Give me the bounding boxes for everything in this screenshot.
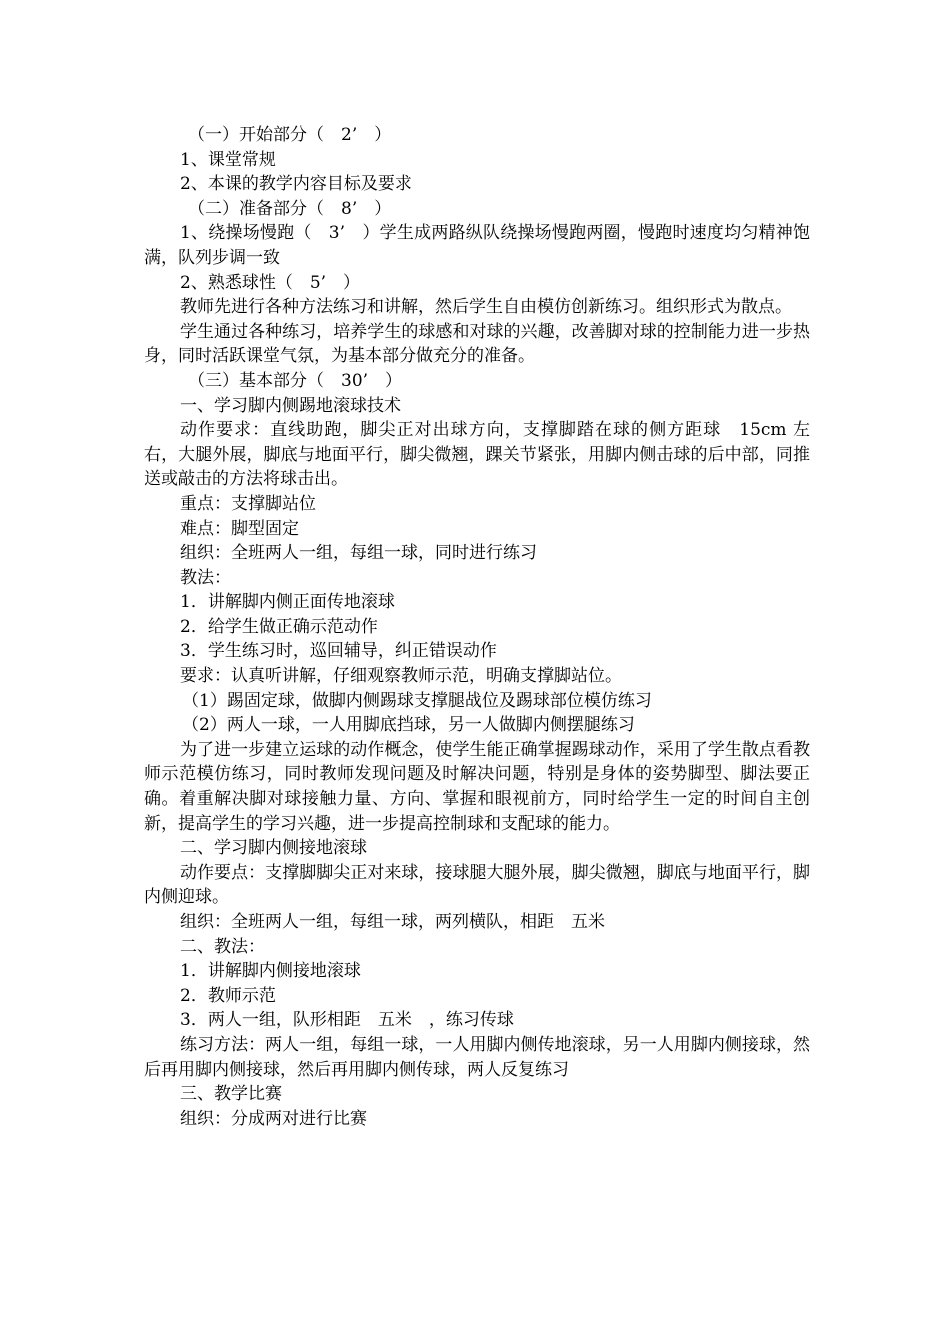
list-item: 1．讲解脚内侧接地滚球 xyxy=(180,961,361,982)
paragraph: 学生通过各种练习，培养学生的球感和对球的兴趣，改善脚对球的控制能力进一步热身，同时活跃课堂气氛，为基本部分做充分的准备。 xyxy=(144,321,810,367)
list-item: 2．教师示范 xyxy=(180,985,276,1006)
paragraph: 教法： xyxy=(180,567,231,588)
paragraph: 重点：支撑脚站位 xyxy=(180,493,316,514)
list-item: 1．讲解脚内侧正面传地滚球 xyxy=(180,592,395,613)
paragraph: 1、绕操场慢跑（ 3’ ）学生成两路纵队绕操场慢跑两圈，慢跑时速度均匀精神饱满，队列步调一致 xyxy=(144,223,810,268)
section-heading-prep: （二）准备部分（ 8’ ） xyxy=(188,198,392,219)
subsection-heading: 三、教学比赛 xyxy=(180,1084,282,1105)
subsection-heading: 二、学习脚内侧接地滚球 xyxy=(180,838,367,859)
list-item: （2）两人一球，一人用脚底挡球，另一人做脚内侧摆腿练习 xyxy=(182,715,635,736)
paragraph: 组织：全班两人一组，每组一球，两列横队，相距 五米 xyxy=(180,912,605,932)
list-item: 2、熟悉球性（ 5’ ） xyxy=(180,272,361,293)
subsection-heading: 一、学习脚内侧踢地滚球技术 xyxy=(180,395,401,416)
section-heading-basic: （三）基本部分（ 30’ ） xyxy=(188,370,403,391)
section-heading-start: （一）开始部分（ 2’ ） xyxy=(188,125,392,145)
paragraph: 组织：全班两人一组，每组一球，同时进行练习 xyxy=(180,543,537,564)
list-item: 1、课堂常规 xyxy=(180,149,276,170)
paragraph: 练习方法：两人一组，每组一球，一人用脚内侧传地滚球，另一人用脚内侧接球，然后再用脚内侧接球，然后再用脚内侧传球，两人反复练习 xyxy=(144,1034,810,1080)
subsection-heading: 二、教法： xyxy=(180,936,265,957)
paragraph: 为了进一步建立运球的动作概念，使学生能正确掌握踢球动作，采用了学生散点看教师示范模仿练习，同时教师发现问题及时解决问题，特别是身体的姿势脚型、脚法要正确。着重解决脚对球接触力量、方向、掌握和眼视前方，同时给学生一定的时间自主创新，提高学生的学习兴趣，进一步提高控制球和支配球的能力。 xyxy=(144,739,810,834)
list-item: 2．给学生做正确示范动作 xyxy=(180,616,378,637)
list-item: （1）踢固定球，做脚内侧踢球支撑腿战位及踢球部位模仿练习 xyxy=(182,690,652,711)
list-item: 3．学生练习时，巡回辅导，纠正错误动作 xyxy=(180,641,497,662)
list-item: 2、本课的教学内容目标及要求 xyxy=(180,174,412,195)
paragraph: 动作要点：支撑脚脚尖正对来球，接球腿大腿外展，脚尖微翘，脚底与地面平行，脚内侧迎球。 xyxy=(144,862,810,908)
paragraph: 教师先进行各种方法练习和讲解，然后学生自由模仿创新练习。组织形式为散点。 xyxy=(180,297,792,318)
paragraph: 动作要求：直线助跑，脚尖正对出球方向，支撑脚踏在球的侧方距球 15cm 左右，大腿外展，脚底与地面平行，脚尖微翘，踝关节紧张，用脚内侧击球的后中部，同推送或敲击的方法将球击出。 xyxy=(144,420,810,490)
paragraph: 要求：认真听讲解，仔细观察教师示范，明确支撑脚站位。 xyxy=(180,666,622,687)
document-body xyxy=(144,123,810,1131)
paragraph: 难点：脚型固定 xyxy=(180,518,299,539)
paragraph: 组织：分成两对进行比赛 xyxy=(180,1108,367,1129)
list-item: 3．两人一组，队形相距 五米 ，练习传球 xyxy=(180,1010,514,1031)
